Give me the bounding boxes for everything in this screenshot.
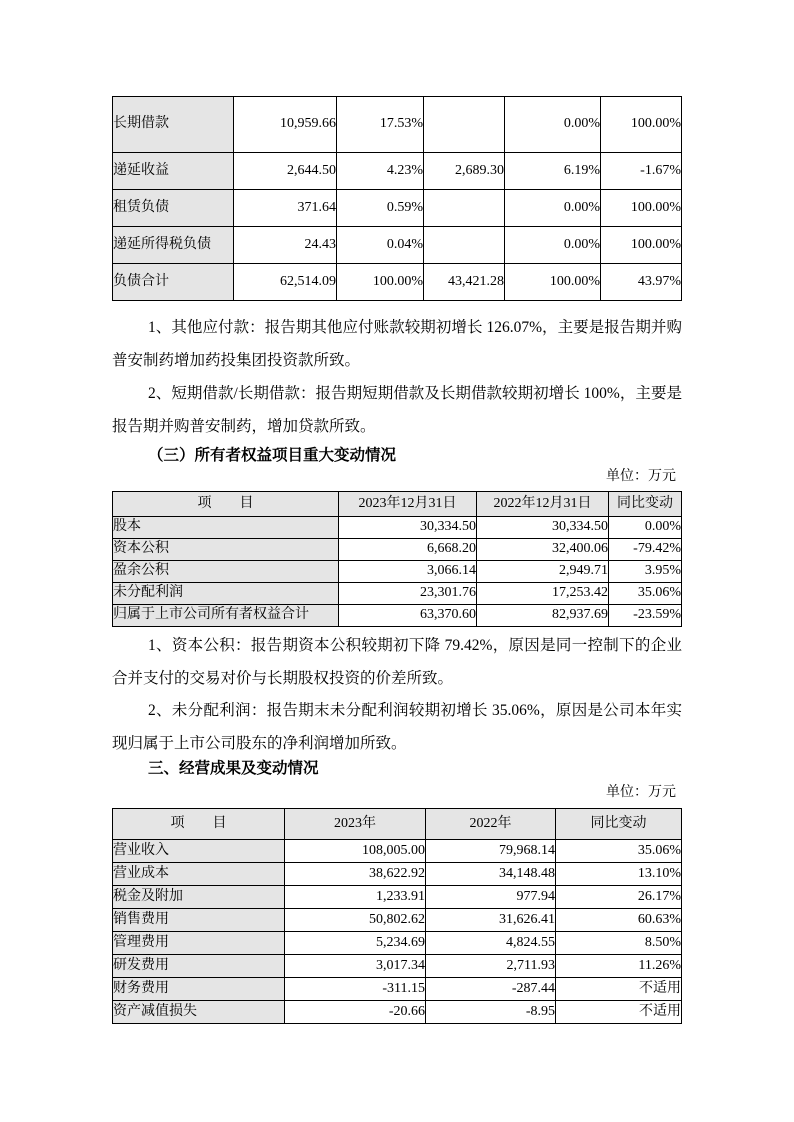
- value-cell: 43.97%: [601, 264, 682, 301]
- row-label: 递延收益: [113, 153, 234, 190]
- column-header: 2022年: [426, 809, 556, 840]
- value-cell: 17.53%: [337, 97, 424, 153]
- column-header: 2022年12月31日: [477, 492, 609, 517]
- table-row: [113, 909, 682, 932]
- row-label: 股本: [113, 517, 339, 539]
- value-cell: 2,949.71: [477, 561, 609, 583]
- row-label: 负债合计: [113, 264, 234, 301]
- table-row: [113, 886, 682, 909]
- value-cell: 30,334.50: [339, 517, 477, 539]
- row-label: 未分配利润: [113, 583, 339, 605]
- value-cell: 11.26%: [556, 955, 682, 978]
- unit-label: 单位：万元: [606, 785, 676, 800]
- value-cell: 100.00%: [601, 97, 682, 153]
- liabilities-composition-table: [112, 96, 682, 301]
- note-borrowings: 2、短期借款/长期借款：报告期短期借款及长期借款较期初增长 100%，主要是报告期并购普安制药，增加贷款所致。: [112, 385, 682, 435]
- value-cell: 82,937.69: [477, 605, 609, 627]
- value-cell: -8.95: [426, 1001, 556, 1024]
- value-cell: 977.94: [426, 886, 556, 909]
- value-cell: 0.00%: [505, 227, 601, 264]
- table-row: [113, 264, 682, 301]
- row-label: 资本公积: [113, 539, 339, 561]
- table-row: [113, 153, 682, 190]
- row-label: 研发费用: [113, 955, 285, 978]
- value-cell: 108,005.00: [285, 840, 426, 863]
- row-label: 租赁负债: [113, 190, 234, 227]
- note-other-payables: 1、其他应付款：报告期其他应付账款较期初增长 126.07%，主要是报告期并购普安制药增加药投集团投资款所致。: [112, 319, 682, 369]
- table-row: [113, 840, 682, 863]
- row-label: 营业成本: [113, 863, 285, 886]
- value-cell: 4,824.55: [426, 932, 556, 955]
- value-cell: 1,233.91: [285, 886, 426, 909]
- value-cell: -1.67%: [601, 153, 682, 190]
- value-cell: 4.23%: [337, 153, 424, 190]
- row-label: 归属于上市公司所有者权益合计: [113, 605, 339, 627]
- value-cell: 79,968.14: [426, 840, 556, 863]
- value-cell: 63,370.60: [339, 605, 477, 627]
- value-cell: 0.04%: [337, 227, 424, 264]
- column-header: 同比变动: [556, 809, 682, 840]
- value-cell: 371.64: [234, 190, 337, 227]
- value-cell: -79.42%: [609, 539, 682, 561]
- value-cell: 50,802.62: [285, 909, 426, 932]
- section-heading-equity: （三）所有者权益项目重大变动情况: [148, 447, 397, 464]
- value-cell: 10,959.66: [234, 97, 337, 153]
- row-label: 资产减值损失: [113, 1001, 285, 1024]
- row-label: 财务费用: [113, 978, 285, 1001]
- value-cell: 43,421.28: [424, 264, 505, 301]
- value-cell: 2,689.30: [424, 153, 505, 190]
- section-heading-operating: 三、经营成果及变动情况: [148, 760, 319, 777]
- note-capital-reserve: 1、资本公积：报告期资本公积较期初下降 79.42%，原因是同一控制下的企业合并支付的交易对价与长期股权投资的价差所致。: [112, 637, 682, 687]
- value-cell: 6.19%: [505, 153, 601, 190]
- table-row: [113, 539, 682, 561]
- value-cell: 31,626.41: [426, 909, 556, 932]
- value-cell: 17,253.42: [477, 583, 609, 605]
- row-label: 税金及附加: [113, 886, 285, 909]
- table-row: [113, 97, 682, 153]
- value-cell: 24.43: [234, 227, 337, 264]
- value-cell: 8.50%: [556, 932, 682, 955]
- table-row: [113, 1001, 682, 1024]
- value-cell: 32,400.06: [477, 539, 609, 561]
- row-label: 长期借款: [113, 97, 234, 153]
- table-row: [113, 863, 682, 886]
- value-cell: 0.00%: [505, 190, 601, 227]
- value-cell: 不适用: [556, 1001, 682, 1024]
- unit-label: 单位：万元: [606, 469, 676, 484]
- operating-results-table: [112, 808, 682, 1024]
- value-cell: -20.66: [285, 1001, 426, 1024]
- value-cell: [424, 227, 505, 264]
- table-row: [113, 227, 682, 264]
- row-label: 营业收入: [113, 840, 285, 863]
- value-cell: 3,017.34: [285, 955, 426, 978]
- table-row: [113, 955, 682, 978]
- value-cell: -23.59%: [609, 605, 682, 627]
- table-row: [113, 561, 682, 583]
- value-cell: 5,234.69: [285, 932, 426, 955]
- value-cell: 13.10%: [556, 863, 682, 886]
- row-label: 递延所得税负债: [113, 227, 234, 264]
- column-header: 同比变动: [609, 492, 682, 517]
- table-header-row: [113, 492, 682, 517]
- value-cell: 23,301.76: [339, 583, 477, 605]
- value-cell: 2,644.50: [234, 153, 337, 190]
- value-cell: 35.06%: [609, 583, 682, 605]
- row-label: 销售费用: [113, 909, 285, 932]
- table-header-row: [113, 809, 682, 840]
- value-cell: 100.00%: [601, 227, 682, 264]
- value-cell: 100.00%: [505, 264, 601, 301]
- table-row: [113, 583, 682, 605]
- row-label: 盈余公积: [113, 561, 339, 583]
- value-cell: [424, 97, 505, 153]
- value-cell: 100.00%: [337, 264, 424, 301]
- table-row: [113, 605, 682, 627]
- table-row: [113, 190, 682, 227]
- value-cell: [424, 190, 505, 227]
- column-header: 项 目: [113, 492, 339, 517]
- column-header: 2023年12月31日: [339, 492, 477, 517]
- table-row: [113, 517, 682, 539]
- value-cell: 30,334.50: [477, 517, 609, 539]
- value-cell: 0.00%: [505, 97, 601, 153]
- value-cell: -311.15: [285, 978, 426, 1001]
- value-cell: 26.17%: [556, 886, 682, 909]
- value-cell: 0.00%: [609, 517, 682, 539]
- value-cell: 100.00%: [601, 190, 682, 227]
- value-cell: 不适用: [556, 978, 682, 1001]
- value-cell: 38,622.92: [285, 863, 426, 886]
- value-cell: 60.63%: [556, 909, 682, 932]
- value-cell: 62,514.09: [234, 264, 337, 301]
- value-cell: 3,066.14: [339, 561, 477, 583]
- equity-items-table: [112, 491, 682, 627]
- column-header: 项 目: [113, 809, 285, 840]
- table-row: [113, 932, 682, 955]
- value-cell: 34,148.48: [426, 863, 556, 886]
- column-header: 2023年: [285, 809, 426, 840]
- value-cell: 35.06%: [556, 840, 682, 863]
- value-cell: 3.95%: [609, 561, 682, 583]
- table-row: [113, 978, 682, 1001]
- value-cell: 6,668.20: [339, 539, 477, 561]
- row-label: 管理费用: [113, 932, 285, 955]
- value-cell: 2,711.93: [426, 955, 556, 978]
- note-retained-earnings: 2、未分配利润：报告期末未分配利润较期初增长 35.06%，原因是公司本年实现归属于上市公司股东的净利润增加所致。: [112, 702, 682, 752]
- value-cell: -287.44: [426, 978, 556, 1001]
- value-cell: 0.59%: [337, 190, 424, 227]
